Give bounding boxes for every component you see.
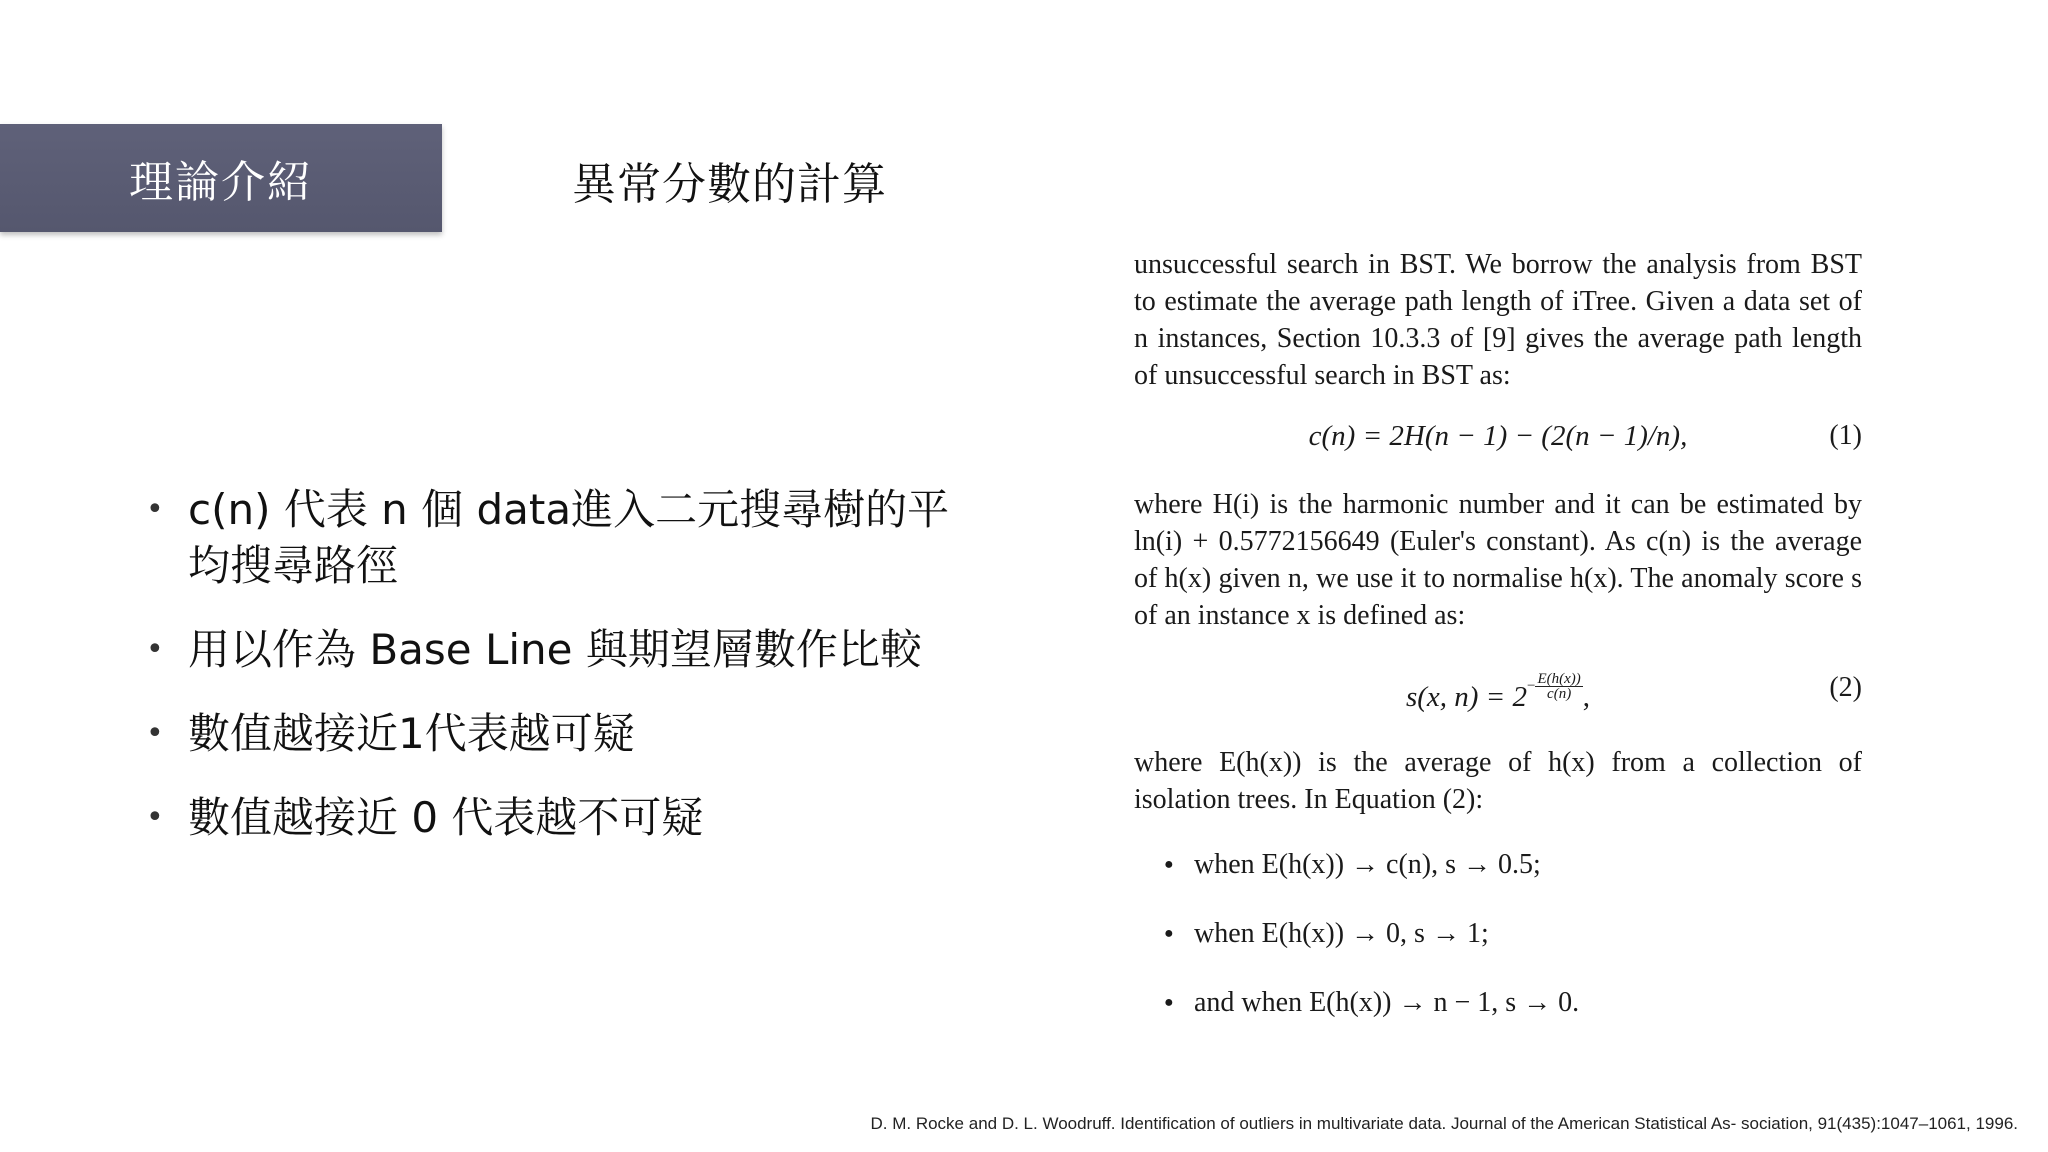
bullet-text: 數值越接近 0 代表越不可疑 bbox=[188, 793, 704, 842]
paper-case-item: ● and when E(h(x)) → n − 1, s → 0. bbox=[1134, 984, 1862, 1021]
equation-2-formula bbox=[1134, 672, 1862, 714]
equation-1 bbox=[1134, 408, 1862, 468]
bullet-item bbox=[140, 790, 970, 846]
bullet-item bbox=[140, 706, 970, 762]
section-tab bbox=[0, 124, 442, 232]
bullet-item bbox=[140, 622, 970, 678]
exponent-denominator: c(n) bbox=[1547, 686, 1572, 702]
section-tab-label: 理論介紹 bbox=[129, 157, 313, 208]
equation-1-formula: c(n) = 2H(n − 1) − (2(n − 1)/n), bbox=[1308, 420, 1688, 452]
paper-paragraph-2: where H(i) is the harmonic number and it can be estimated by ln(i) + 0.5772156649 (Euler's constant). As c(n) is the average of h(x) given n, we use it to normalise h(x). The anomaly score s of an instance x is defined as: bbox=[1134, 489, 1862, 631]
bullet-marker: • bbox=[146, 716, 164, 751]
slide-title: 異常分數的計算 bbox=[572, 159, 887, 210]
bullet-item bbox=[140, 482, 970, 594]
exponent-numerator: E(h(x)) bbox=[1537, 671, 1581, 687]
citation: D. M. Rocke and D. L. Woodruff. Identification of outliers in multivariate data. Journal of the American Statistical As- sociation, 91(435):1047–1061, 1996. bbox=[870, 1114, 2018, 1133]
bullet-marker: • bbox=[146, 492, 164, 527]
paper-paragraph-1: unsuccessful search in BST. We borrow the analysis from BST to estimate the average path length of iTree. Given a data set of n instances, Section 10.3.3 of [9] gives the average path length of unsuccessful search in BST as: bbox=[1134, 249, 1862, 391]
bullet-marker: • bbox=[146, 800, 164, 835]
paper-case-list bbox=[1134, 846, 1862, 1021]
paper-paragraph-3: where E(h(x)) is the average of h(x) from a collection of isolation trees. In Equation (2): bbox=[1134, 747, 1862, 815]
equation-2-lhs: s(x, n) = 2 bbox=[1405, 680, 1527, 713]
equation-2 bbox=[1134, 648, 1862, 726]
bullet-text: c(n) 代表 n 個 data進入二元搜尋樹的平均搜尋路徑 bbox=[188, 485, 950, 590]
paper-case-item: ● when E(h(x)) → c(n), s → 0.5; bbox=[1134, 846, 1862, 883]
equation-1-number: (1) bbox=[1829, 420, 1862, 451]
bullet-marker: • bbox=[146, 632, 164, 667]
equation-2-exponent bbox=[1527, 672, 1583, 701]
equation-2-number: (2) bbox=[1829, 672, 1862, 703]
equation-2-tail: , bbox=[1582, 680, 1591, 713]
bullet-list bbox=[140, 482, 970, 874]
bullet-text: 用以作為 Base Line 與期望層數作比較 bbox=[188, 625, 922, 674]
bullet-text: 數值越接近1代表越可疑 bbox=[188, 709, 635, 758]
paper-case-item: ● when E(h(x)) → 0, s → 1; bbox=[1134, 915, 1862, 952]
exponent-fraction bbox=[1535, 672, 1582, 701]
exponent-sign: − bbox=[1527, 677, 1536, 694]
paper-excerpt bbox=[1134, 246, 1862, 1053]
